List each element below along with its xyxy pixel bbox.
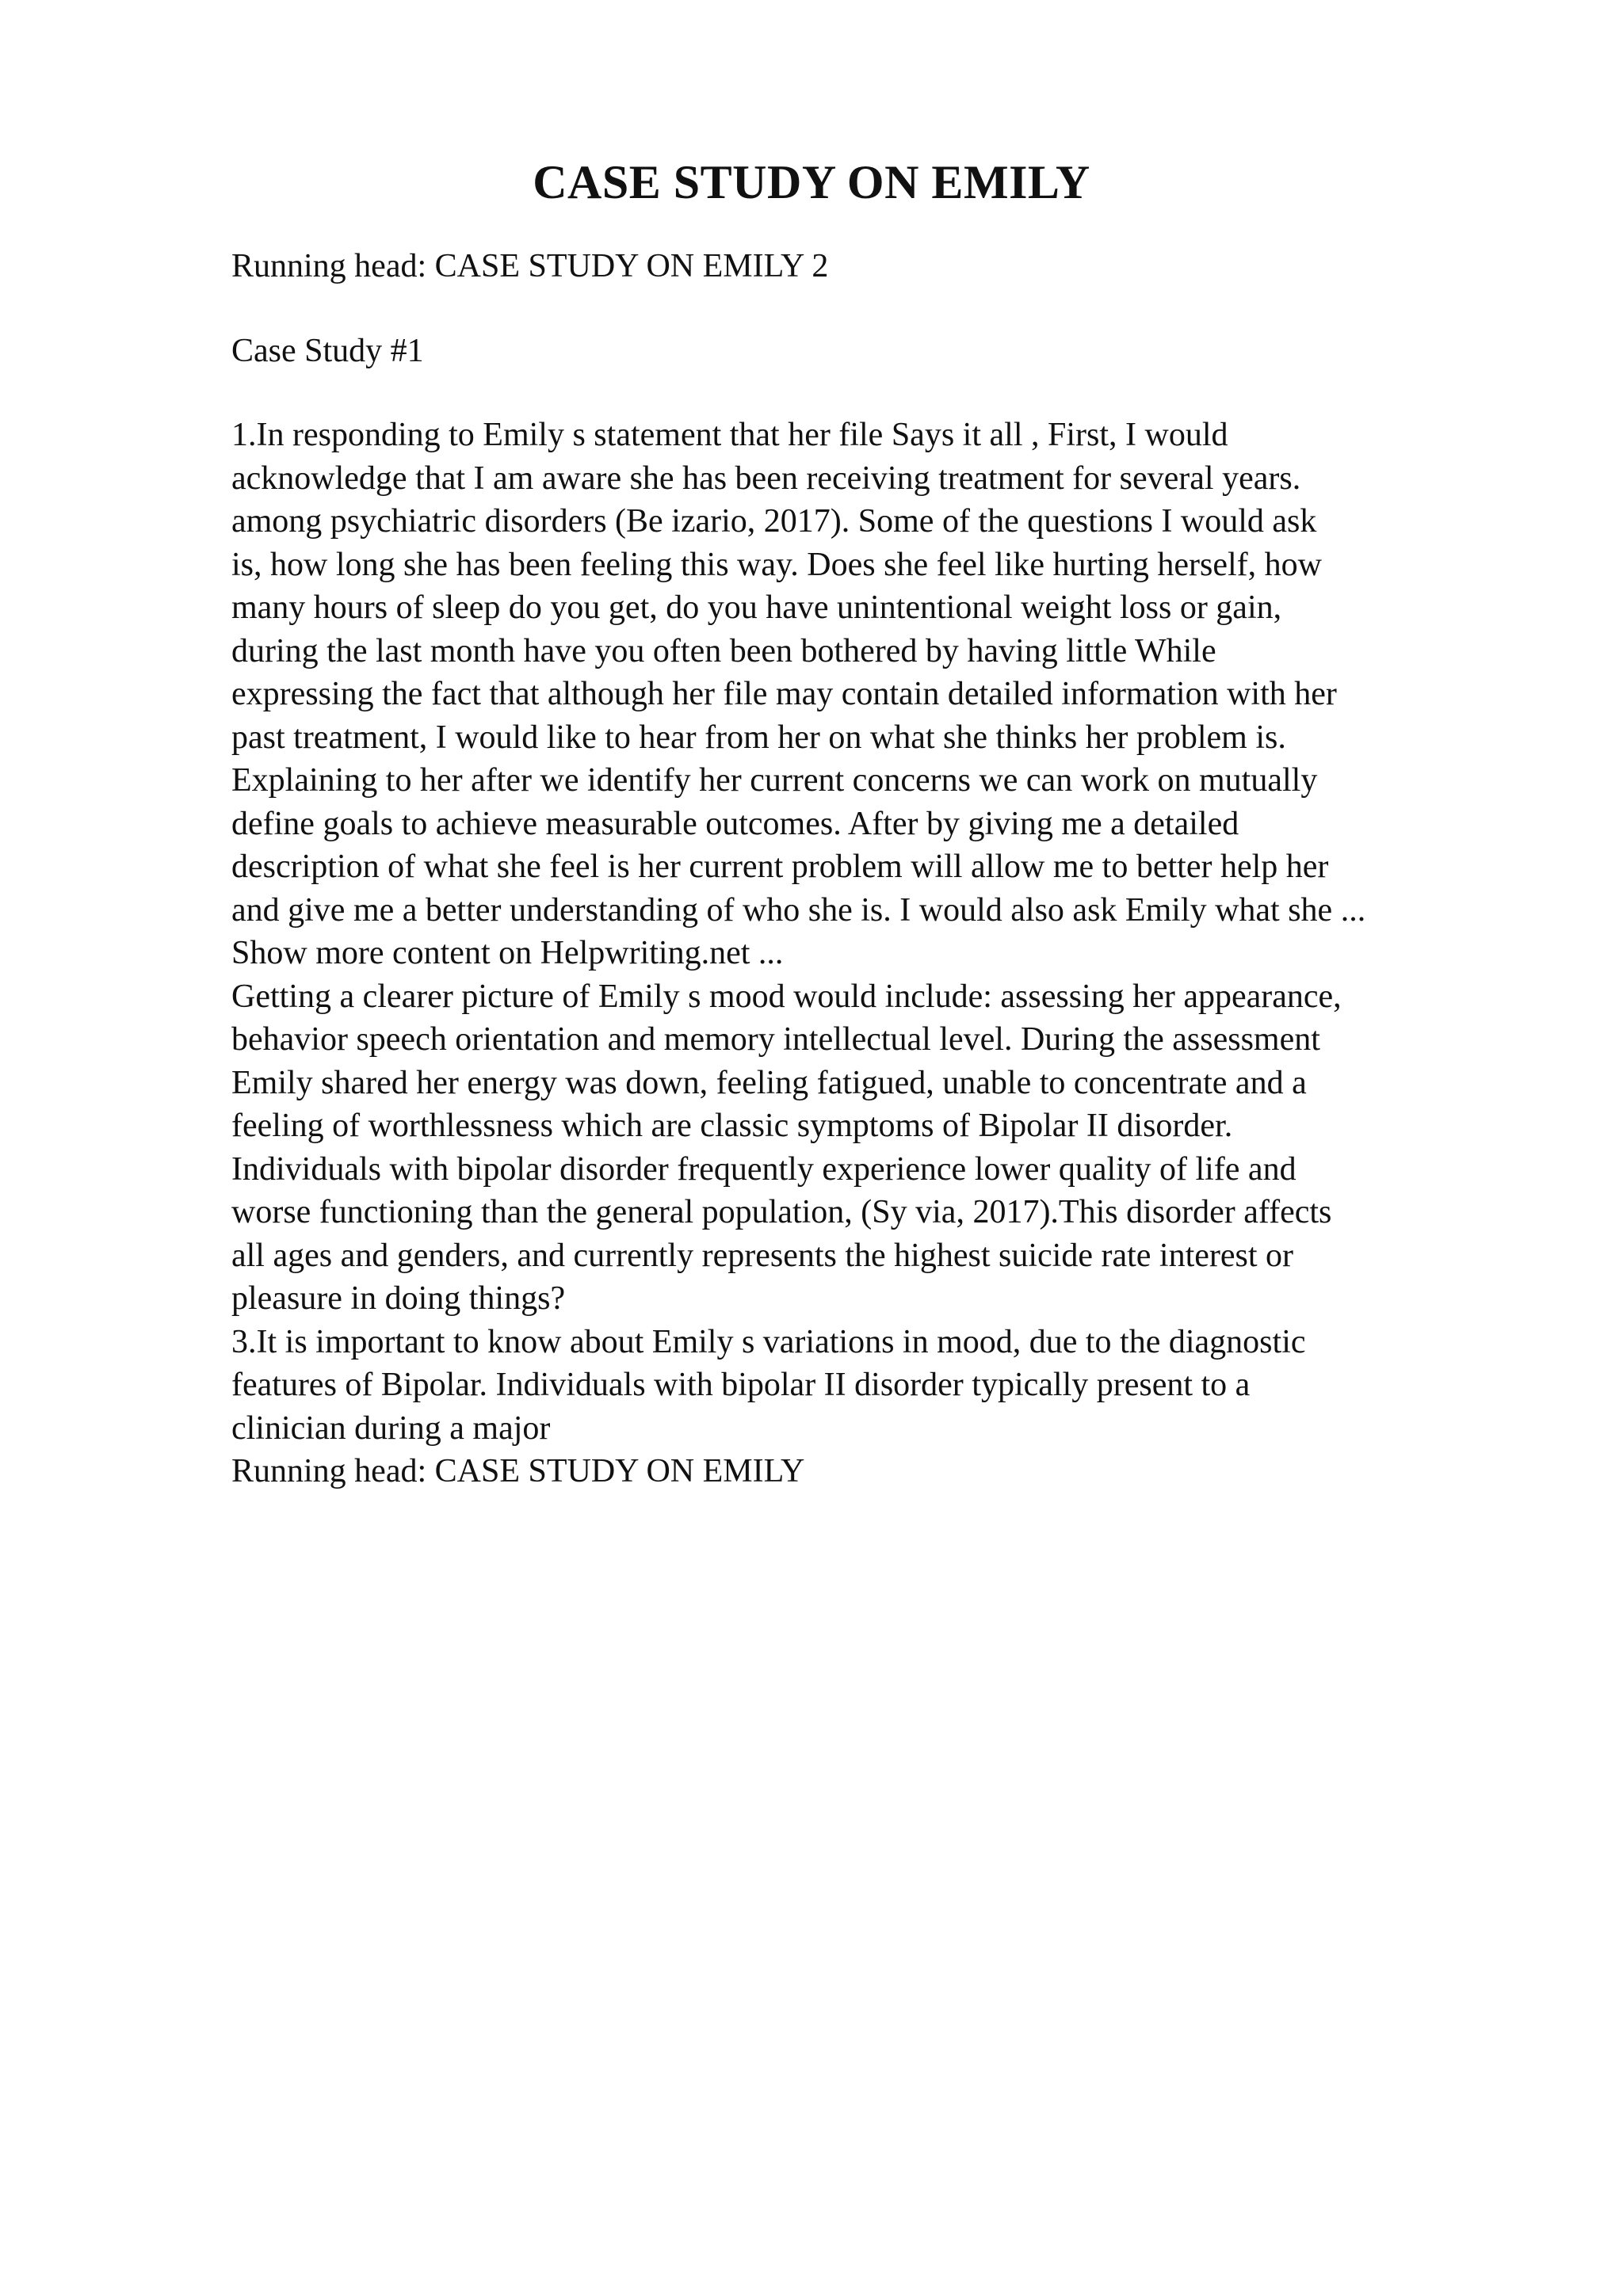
text-line: clinician during a major — [231, 1409, 551, 1447]
text-line: Getting a clearer picture of Emily s mood would include: assessing her appearance, — [231, 978, 1342, 1015]
running-head-bottom: Running head: CASE STUDY ON EMILY — [231, 1453, 805, 1489]
text-line: expressing the fact that although her file may contain detailed information with her — [231, 676, 1337, 712]
text-line: worse functioning than the general population, (Sy via, 2017).This disorder affects — [231, 1194, 1332, 1230]
text-line: define goals to achieve measurable outcomes. After by giving me a detailed — [231, 805, 1239, 842]
text-line: Explaining to her after we identify her current concerns we can work on mutually — [231, 762, 1318, 799]
text-line: pleasure in doing things? — [231, 1280, 566, 1317]
case-study-label: Case Study #1 — [231, 333, 424, 369]
show-more-link: Show more content on Helpwriting.net ... — [231, 935, 784, 971]
text-line: past treatment, I would like to hear from her on what she thinks her problem is. — [231, 719, 1286, 756]
body-text — [231, 414, 1515, 1493]
running-head: Running head: CASE STUDY ON EMILY 2 — [231, 248, 829, 284]
text-line: all ages and genders, and currently represents the highest suicide rate interest or — [231, 1237, 1294, 1274]
text-line: many hours of sleep do you get, do you have unintentional weight loss or gain, — [231, 589, 1282, 626]
text-line: description of what she feel is her current problem will allow me to better help her — [231, 849, 1329, 885]
text-line: features of Bipolar. Individuals with bipolar II disorder typically present to a — [231, 1367, 1251, 1403]
text-line: feeling of worthlessness which are classic symptoms of Bipolar II disorder. — [231, 1108, 1233, 1144]
text-line: 3.It is important to know about Emily s variations in mood, due to the diagnostic — [231, 1323, 1306, 1360]
text-line: during the last month have you often been bothered by having little While — [231, 632, 1216, 669]
text-line: is, how long she has been feeling this way. Does she feel like hurting herself, how — [231, 546, 1322, 583]
text-line: and give me a better understanding of who she is. I would also ask Emily what she ... — [231, 891, 1366, 929]
text-line: among psychiatric disorders (Be izario, 2017). Some of the questions I would ask — [231, 503, 1317, 540]
document-title: CASE STUDY ON EMILY — [533, 156, 1090, 208]
text-line: behavior speech orientation and memory intellectual level. During the assessment — [231, 1021, 1320, 1058]
text-line: Individuals with bipolar disorder frequently experience lower quality of life and — [231, 1150, 1296, 1188]
text-line: acknowledge that I am aware she has been receiving treatment for several years. — [231, 460, 1301, 497]
text-line: 1.In responding to Emily s statement that her file Says it all , First, I would — [231, 417, 1228, 453]
text-line: Emily shared her energy was down, feeling fatigued, unable to concentrate and a — [231, 1064, 1307, 1101]
